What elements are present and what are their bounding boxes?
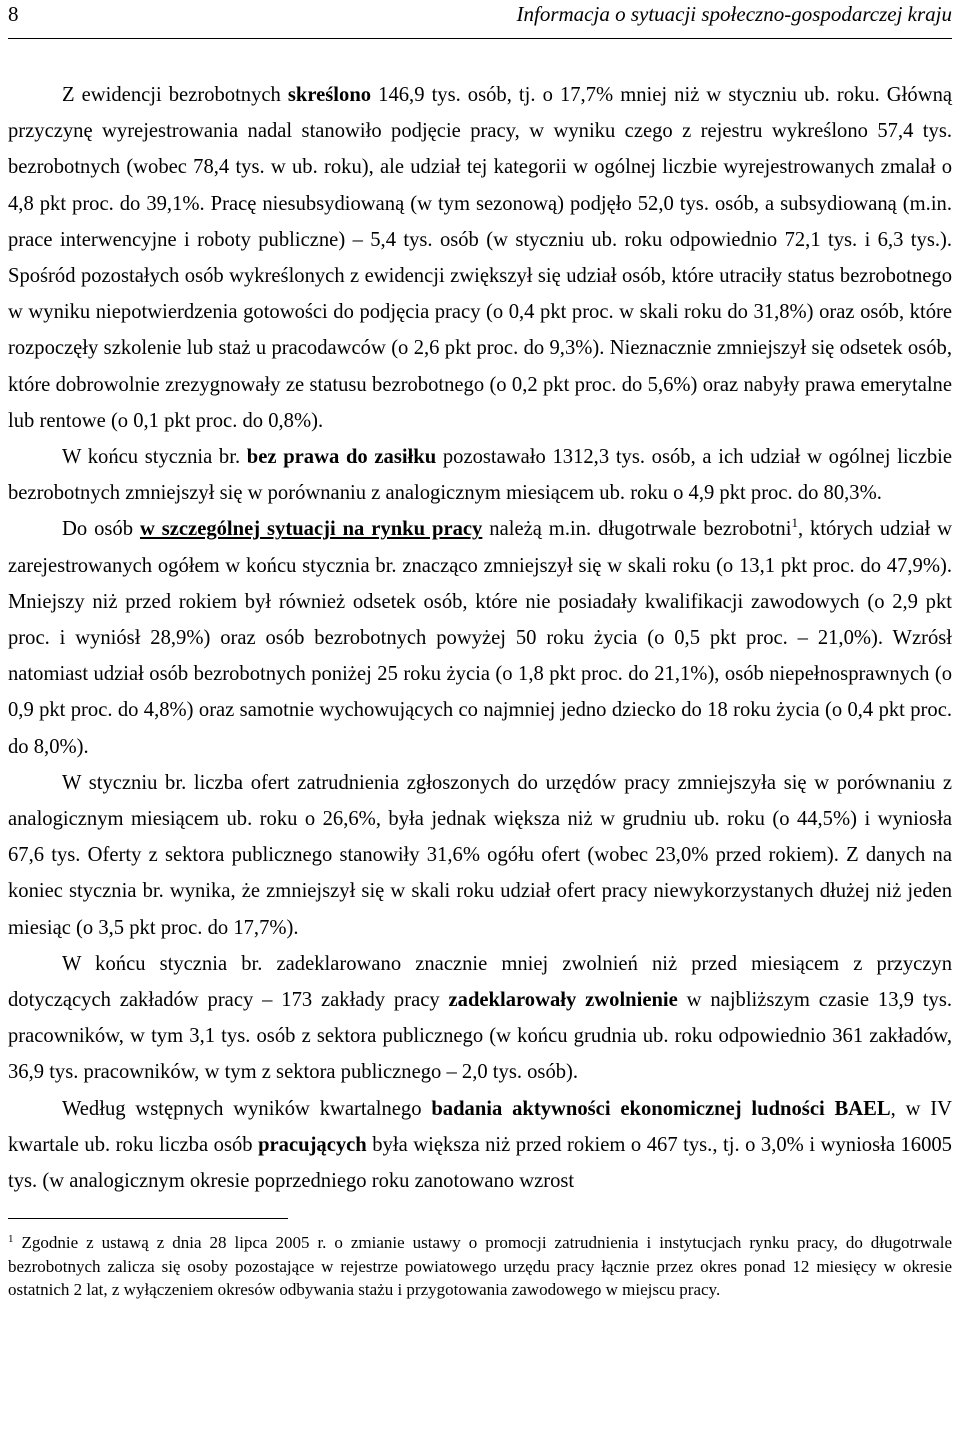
text-run: , których udział w zarejestrowanych ogółem w końcu stycznia br. znacząco zmniejszył się w skali roku (o 13,1 pkt proc. do 47,9%). Mniejszy niż przed rokiem był również odsetek osób, które nie posiadały kwalifikacji zawodowych (o 2,9 pkt proc. i wyniósł 28,9%) oraz osób bezrobotnych powyżej 50 roku życia (o 0,5 pkt proc. – 21,0%). Wzrósł natomiast udział osób bezrobotnych poniżej 25 roku życia (o 1,8 pkt proc. do 21,1%), osób niepełnosprawnych (o 0,9 pkt proc. do 4,8%) oraz samotnie wychowujących co najmniej jedno dziecko do 18 roku życia (o 0,4 pkt proc. do 8,0%). bbox=[8, 518, 952, 758]
bold-term: skreślono bbox=[287, 84, 372, 106]
bold-term: badania aktywności ekonomicznej ludności BAEL bbox=[431, 1097, 891, 1120]
bold-term: zadeklarowały zwolnienie bbox=[448, 989, 678, 1012]
running-title: Informacja o sytuacji społeczno-gospodarczej kraju bbox=[516, 2, 952, 26]
paragraph-oferty bbox=[8, 765, 952, 946]
footnote bbox=[8, 1231, 952, 1302]
text-run: Do osób bbox=[62, 518, 140, 541]
text-run: W końcu stycznia br. zadeklarowano znacznie mniej zwolnień niż przed miesiącem z przyczyn dotyczących zakładów pracy – 173 zakłady pracy bbox=[8, 952, 952, 1012]
text-run: W styczniu br. liczba ofert zatrudnienia zgłoszonych do urzędów pracy zmniejszyła się w porównaniu z analogicznym miesiącem ub. roku o 26,6%, była jednak większa niż w grudniu ub. roku (o 44,5%) i wyniosła 67,6 tys. Oferty z sektora publicznego stanowiły 31,6% ogółu ofert (wobec 23,0% przed rokiem). Z danych na koniec stycznia br. wynika, że zmniejszył się w skali roku udział ofert pracy niewykorzystanych dłużej niż jeden miesiąc (o 3,5 pkt proc. do 17,7%). bbox=[8, 771, 952, 939]
footnote-marker: 1 bbox=[8, 1233, 14, 1246]
text-run: Według wstępnych wyników kwartalnego bbox=[62, 1097, 432, 1120]
text-run: pozostawało 1312,3 tys. osób, a ich udział w ogólnej liczbie bezrobotnych zmniejszył się w porównaniu z analogicznym miesiącem ub. roku o 4,9 pkt proc. do 80,3%. bbox=[8, 446, 952, 505]
text-run: W końcu stycznia br. bbox=[62, 446, 247, 469]
body-text bbox=[8, 77, 952, 1199]
paragraph-skreslono bbox=[8, 77, 952, 439]
paragraph-bez-prawa bbox=[8, 439, 952, 511]
footnote-text: Zgodnie z ustawą z dnia 28 lipca 2005 r. o zmianie ustawy o promocji zatrudnienia i instytucjach rynku pracy, do długotrwale bezrobotnych zalicza się osoby pozostające w rejestrze powiatowego urzędu pracy łącznie przez okres ponad 12 miesięcy w okresie ostatnich 2 lat, z wyłączeniem okresów odbywania stażu i przygotowania zawodowego w miejscu pracy. bbox=[8, 1233, 952, 1300]
text-run: 146,9 tys. osób, tj. o 17,7% mniej niż w styczniu ub. roku. Główną przyczynę wyrejestrowania nadal stanowiło podjęcie pracy, w wyniku czego z rejestru wykreślono 57,4 tys. bezrobotnych (wobec 78,4 tys. w ub. roku), ale udział tej kategorii w ogólnej liczbie wyrejestrowanych zmalał o 4,8 pkt proc. do 39,1%. Pracę niesubsydiowaną (w tym sezonową) podjęło 52,0 tys. osób, a subsydiowaną (m.in. prace interwencyjne i roboty publiczne) – 5,4 tys. osób (w styczniu ub. roku odpowiednio 72,1 tys. i 6,3 tys.). Spośród pozostałych osób wykreślonych z ewidencji zwiększył się udział osób, które utraciły status bezrobotnego w wyniku niepotwierdzenia gotowości do podjęcia pracy (o 0,4 pkt proc. w skali roku do 31,8%) oraz osób, które rozpoczęły szkolenie lub staż u pracodawców (o 2,6 pkt proc. do 9,3%). Nieznacznie zmniejszył się odsetek osób, które dobrowolnie zrezygnowały ze statusu bezrobotnego (o 0,2 pkt proc. do 5,6%) oraz nabyły prawa emerytalne lub rentowe (o 0,1 pkt proc. do 0,8%). bbox=[8, 84, 953, 432]
page-header bbox=[8, 0, 952, 39]
bold-term: pracujących bbox=[258, 1133, 367, 1156]
footnote-reference[interactable]: 1 bbox=[791, 515, 798, 531]
text-run: , w IV kwartale ub. roku liczba osób bbox=[8, 1097, 952, 1156]
text-run: była większa niż przed rokiem o 467 tys., tj. o 3,0% i wyniosła 16005 tys. (w analogicznym okresie poprzedniego roku zanotowano wzrost bbox=[8, 1133, 952, 1193]
text-run: w najbliższym czasie 13,9 tys. pracowników, w tym 3,1 tys. osób z sektora publicznego (w końcu grudnia ub. roku odpowiednio 361 zakładów, 36,9 tys. pracowników, w tym z sektora publicznego – 2,0 tys. osób). bbox=[8, 989, 952, 1084]
bold-term: w szczególnej sytuacji na rynku pracy bbox=[139, 518, 483, 541]
footnote-divider bbox=[8, 1218, 288, 1219]
text-run: Z ewidencji bezrobotnych bbox=[62, 84, 288, 106]
paragraph-zwolnienia bbox=[8, 946, 952, 1091]
paragraph-szczegolna-sytuacja bbox=[8, 511, 952, 764]
bold-term: bez prawa do zasiłku bbox=[246, 446, 437, 469]
text-run: należą m.in. długotrwale bezrobotni bbox=[482, 518, 792, 541]
paragraph-bael bbox=[8, 1091, 952, 1200]
page-number: 8 bbox=[8, 2, 19, 26]
